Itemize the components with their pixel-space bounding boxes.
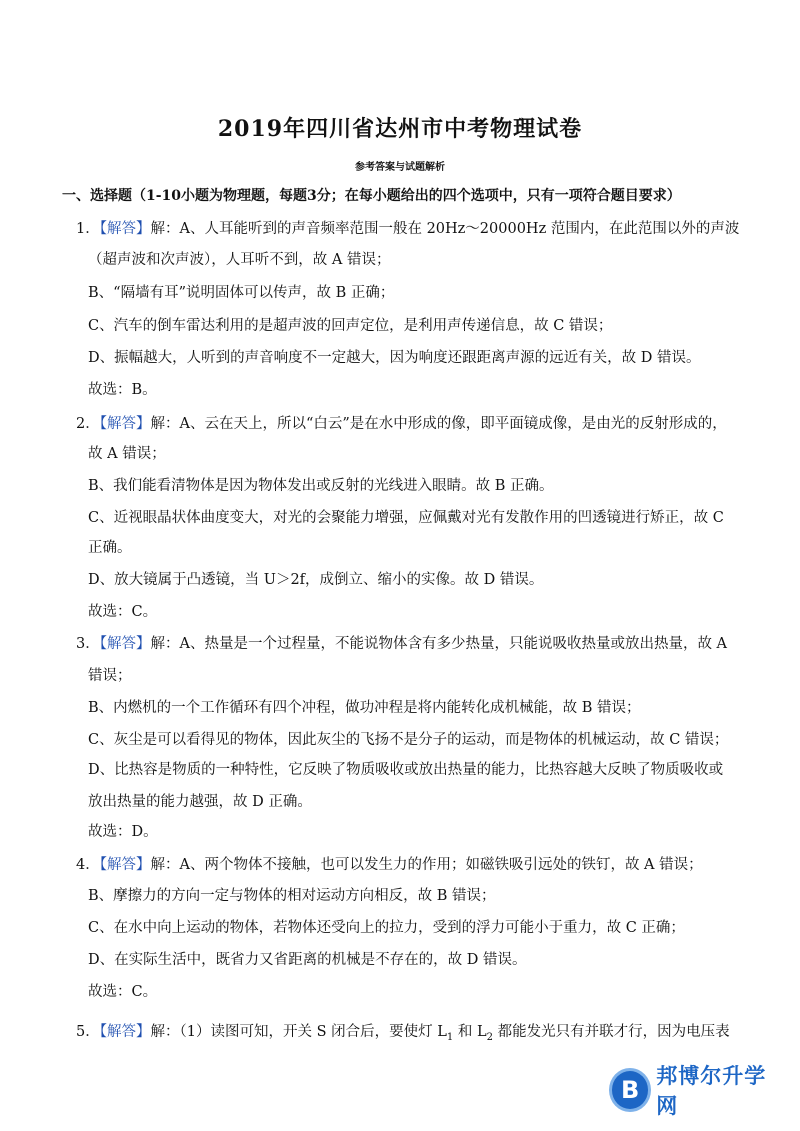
question-number: 1．: [76, 221, 100, 237]
question-3-line-7: 故选：D。: [88, 824, 158, 840]
question-2-line-7: 故选：C。: [88, 604, 158, 620]
section-heading: 一、选择题（1-10小题为物理题，每题3分；在每小题给出的四个选项中，只有一项符合题目要求）: [62, 188, 681, 204]
logo-b-icon: B: [612, 1071, 648, 1109]
question-3-line-2: 错误；: [88, 668, 132, 684]
question-1-line-3: B、“隔墙有耳”说明固体可以传声，故 B 正确；: [88, 285, 395, 301]
answer-text-b: 和 L: [453, 1024, 487, 1040]
question-1-line-6: 故选：B。: [88, 382, 157, 398]
page-subtitle: 参考答案与试题解析: [355, 162, 445, 173]
answer-tag: 【解答】: [99, 636, 151, 652]
logo-text: 邦博尔升学网: [656, 1064, 767, 1118]
question-4-line-2: B、摩擦力的方向一定与物体的相对运动方向相反，故 B 错误；: [88, 888, 496, 904]
question-2-line-4: C、近视眼晶状体曲度变大，对光的会聚能力增强，应佩戴对光有发散作用的凹透镜进行矫正，故 C: [88, 510, 724, 526]
question-number: 2．: [76, 416, 100, 432]
answer-tag: 【解答】: [99, 1024, 151, 1040]
answer-text: 解：A、人耳能听到的声音频率范围一般在 20Hz～20000Hz 范围内，在此范围以外的声波: [150, 221, 740, 237]
question-1-line-5: D、振幅越大，人听到的声音响度不一定越大，因为响度还跟距离声源的远近有关，故 D 错误。: [88, 350, 701, 366]
subscript-1: 1: [446, 1031, 454, 1043]
answer-tag: 【解答】: [99, 857, 151, 873]
question-2-line-5: 正确。: [88, 540, 132, 556]
question-4-line-3: C、在水中向上运动的物体，若物体还受向上的拉力，受到的浮力可能小于重力，故 C 正确；: [88, 920, 685, 936]
answer-text-a: 解：（1）读图可知，开关 S 闭合后，要使灯 L: [150, 1024, 447, 1040]
question-2-line-6: D、放大镜属于凸透镜，当 U＞2f，成倒立、缩小的实像。故 D 错误。: [88, 572, 544, 588]
subscript-2: 2: [486, 1031, 493, 1043]
question-4-line-5: 故选：C。: [88, 984, 158, 1000]
answer-text: 解：A、两个物体不接触，也可以发生力的作用；如磁铁吸引远处的铁钉，故 A 错误；: [150, 857, 703, 873]
page-title: 2019年四川省达州市中考物理试卷: [217, 116, 583, 142]
question-number: 4．: [76, 857, 100, 873]
answer-text: 解：A、云在天上，所以“白云”是在水中形成的像，即平面镜成像，是由光的反射形成的，: [150, 416, 727, 432]
answer-tag: 【解答】: [99, 416, 151, 432]
question-3-line-3: B、内燃机的一个工作循环有四个冲程，做功冲程是将内能转化成机械能，故 B 错误；: [88, 700, 641, 716]
question-number: 3．: [76, 636, 100, 652]
question-1-line-1: [76, 219, 739, 239]
question-4-line-4: D、在实际生活中，既省力又省距离的机械是不存在的，故 D 错误。: [88, 952, 527, 968]
question-4-line-1: [76, 855, 703, 875]
question-1-line-2: （超声波和次声波），人耳听不到，故 A 错误；: [88, 252, 391, 268]
question-1-line-4: C、汽车的倒车雷达利用的是超声波的回声定位，是利用声传递信息，故 C 错误；: [88, 318, 613, 334]
question-3-line-6: 放出热量的能力越强，故 D 正确。: [88, 794, 312, 810]
question-3-line-4: C、灰尘是可以看得见的物体，因此灰尘的飞扬不是分子的运动，而是物体的机械运动，故 C 错误；: [88, 732, 729, 748]
site-logo: [612, 1064, 782, 1118]
question-5-line-1: [76, 1022, 730, 1048]
answer-text-c: 都能发光只有并联才行，因为电压表: [492, 1024, 730, 1040]
answer-tag: 【解答】: [99, 221, 151, 237]
question-2-line-2: 故 A 错误；: [88, 446, 166, 462]
question-number: 5．: [76, 1024, 100, 1040]
question-3-line-1: [76, 634, 727, 654]
question-2-line-3: B、我们能看清物体是因为物体发出或反射的光线进入眼睛。故 B 正确。: [88, 478, 554, 494]
question-2-line-1: [76, 414, 727, 434]
answer-text: 解：A、热量是一个过程量，不能说物体含有多少热量，只能说吸收热量或放出热量，故 A: [150, 636, 728, 652]
question-3-line-5: D、比热容是物质的一种特性，它反映了物质吸收或放出热量的能力，比热容越大反映了物质吸收或: [88, 762, 724, 778]
